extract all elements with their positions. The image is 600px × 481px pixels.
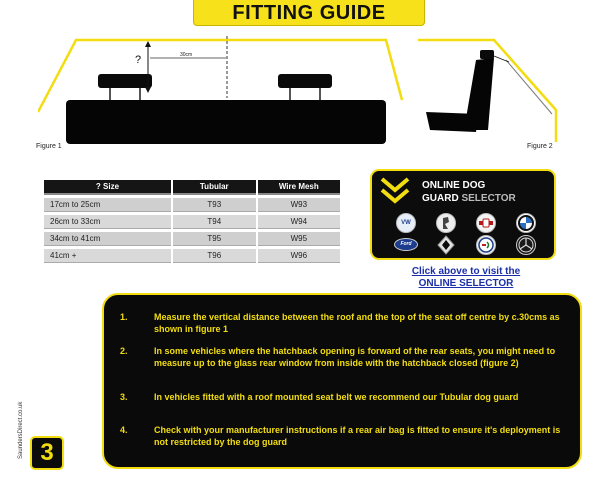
selector-title [422, 179, 516, 205]
tubular-cell: T93 [173, 198, 256, 212]
size-table [42, 177, 342, 266]
size-cell: 41cm + [44, 249, 171, 263]
table-row [44, 232, 340, 246]
online-selector-link-line2[interactable]: ONLINE SELECTOR [418, 278, 514, 289]
mercedes-logo-icon [516, 235, 536, 255]
selector-title-line1: ONLINE DOG [422, 180, 486, 191]
tubular-cell: T95 [173, 232, 256, 246]
tubular-cell: T96 [173, 249, 256, 263]
renault-logo-icon [436, 235, 456, 255]
instructions-panel [102, 293, 582, 469]
wire-mesh-cell: W93 [258, 198, 340, 212]
online-selector-link-line1[interactable]: Click above to visit the [411, 266, 521, 277]
page-title-text: FITTING GUIDE [232, 2, 386, 24]
figure-1-seat [66, 100, 386, 144]
instruction-number: 2. [120, 346, 128, 356]
peugeot-logo-icon [436, 213, 456, 233]
page-number: 3 [30, 436, 64, 470]
figure-1-arrow-head-bottom [145, 87, 151, 93]
instruction-text: Measure the vertical distance between the roof and the top of the seat off centre by c.30cms as shown in figure 1 [154, 312, 560, 334]
figure-1-label: Figure 1 [36, 143, 62, 150]
wire-mesh-cell: W95 [258, 232, 340, 246]
figure-1-question-mark: ? [135, 54, 142, 66]
tubular-cell: T94 [173, 215, 256, 229]
chevron-down-icon [380, 177, 410, 205]
table-row [44, 249, 340, 263]
alfa-romeo-logo-icon [476, 235, 496, 255]
ford-logo-icon: Ford [394, 238, 418, 251]
figure-1-diagram [38, 34, 418, 152]
instruction-text: Check with your manufacturer instructions if a rear air bag is fitted to ensure it's deployment is not restricted by the dog guard [154, 425, 561, 447]
instruction-text: In vehicles fitted with a roof mounted seat belt we recommend our Tubular dog guard [154, 392, 519, 402]
figure-2-rear-window [506, 60, 552, 114]
vw-logo-icon: VW [396, 213, 416, 233]
size-cell: 26cm to 33cm [44, 215, 171, 229]
bmw-logo-icon [516, 213, 536, 233]
instruction-number: 1. [120, 312, 128, 322]
figure-2-diagram [416, 34, 564, 144]
size-cell: 17cm to 25cm [44, 198, 171, 212]
figure-2-seat-base [426, 112, 478, 132]
figure-1-measure-label: 30cm [180, 52, 193, 58]
instruction-number: 4. [120, 425, 128, 435]
table-row [44, 215, 340, 229]
selector-title-line2: GUARD SELECTOR [422, 193, 516, 204]
size-table-header-row [44, 180, 340, 195]
figure-2-measure-line [494, 56, 509, 62]
size-table-header: ? Size [44, 180, 171, 195]
table-row [44, 198, 340, 212]
online-selector-link[interactable] [360, 266, 572, 290]
brand-vertical-text: SaundersDirect.co.uk [18, 401, 24, 459]
online-selector-banner[interactable] [370, 169, 556, 260]
size-table-header: Tubular [173, 180, 256, 195]
figure-2-headrest [480, 50, 494, 59]
wire-mesh-cell: W96 [258, 249, 340, 263]
mini-logo-icon [476, 213, 496, 233]
wire-mesh-cell: W94 [258, 215, 340, 229]
instruction-text: In some vehicles where the hatchback opening is forward of the rear seats, you might need to measure up to the glass rear window from inside with the hatchback closed (figure 2) [154, 346, 556, 368]
size-table-header: Wire Mesh [258, 180, 340, 195]
figure-1-headrest-right [278, 74, 332, 88]
page-title [193, 0, 425, 26]
size-cell: 34cm to 41cm [44, 232, 171, 246]
figure-2-label: Figure 2 [527, 143, 553, 150]
figure-1-headrest-left [98, 74, 152, 88]
instruction-number: 3. [120, 392, 128, 402]
figure-1-arrow-head-top [145, 41, 151, 47]
